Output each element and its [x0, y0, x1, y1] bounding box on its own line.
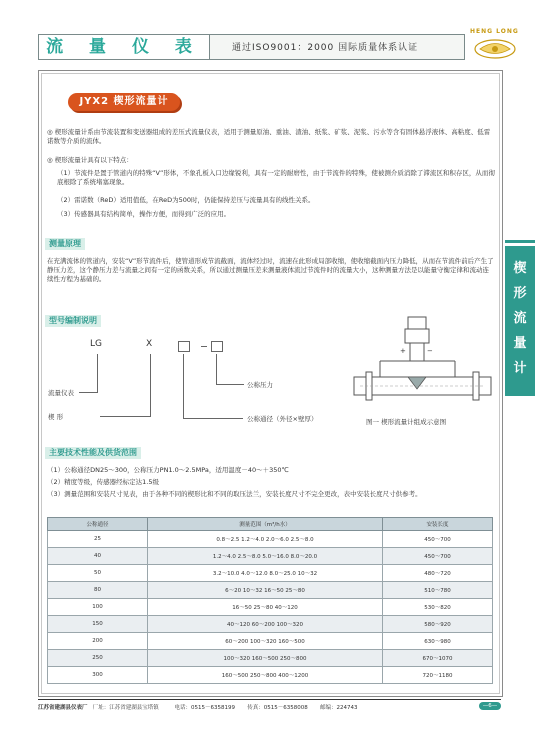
cell-range: 16～50 25～80 40～120 [148, 599, 383, 616]
intro-paragraph: ◎ 楔形流量计系由节流装置和变送器组成的差压式流量仪表，适用于测量原油、重油、渣油、纸浆、矿浆、泥浆、污水等含有固体悬浮液体、高粘度、低雷诺数等介质的流体。 [47, 128, 491, 145]
sidebar-divider [505, 240, 535, 243]
table-row [48, 599, 493, 616]
footer-address: 厂址：江苏省建湖县宝塔镇 [92, 705, 159, 711]
cell-range: 0.8～2.5 1.2～4.0 2.0～6.0 2.5～8.0 [148, 531, 383, 548]
table-row [48, 548, 493, 565]
table-row [48, 531, 493, 548]
principle-paragraph: 在充满流体的管道内，安装“V”形节流件后，使管道形成节流截面，流体经过时，流速在此形成局部收缩，使收缩截面内压力降低，从而在节流件前后产生了静压力差，这个静压力差与流量之间有一定的函数关系，所以通过测量压差来测量液体流过节流件时的流量大小，这种测量方法是以能量守衡定律和流动连续性方程为基础的。 [47, 257, 494, 283]
cell-range: 160～500 250～800 400～1200 [148, 667, 383, 684]
principle-heading: 测量原理 [45, 238, 85, 250]
cell-range: 40～120 60～200 100～320 [148, 616, 383, 633]
figure-caption: 图一 楔形流量计组成示意图 [366, 418, 447, 426]
cell-length: 450～700 [383, 548, 493, 565]
line-x [150, 354, 151, 416]
footer-company: 江苏省建湖县仪表厂 [38, 705, 88, 711]
features-heading: ◎ 楔形流量计具有以下特点： [47, 156, 133, 164]
feature-1: （1）节流件是置于管道内的特殊“V”形体，不象孔板入口边缘锐利，具有一定的耐磨性，由于节流件的特殊，使被测介质消除了滞流区和积存区，从而彻底根除了系统堵塞现象。 [57, 169, 495, 186]
spec-line-3: （3）测量范围和安装尺寸见表，由于各种不同的楔形比和不同的取压法兰，安装长度尺寸不完全更改，表中安装长度尺寸供参考。 [47, 490, 422, 498]
line-x-h [100, 416, 151, 417]
label-diameter: 公称通径（外径×壁厚） [247, 415, 318, 423]
code-dash [201, 346, 207, 347]
spec-line-2: （2）精度等级，传感器经标定达1.5级 [47, 478, 159, 486]
cell-length: 670～1070 [383, 650, 493, 667]
specs-heading: 主要技术性能及供货范围 [45, 447, 141, 459]
cell-diameter: 80 [48, 582, 148, 599]
code-box-diameter [211, 341, 223, 352]
line-diam-h [183, 418, 243, 419]
cell-diameter: 40 [48, 548, 148, 565]
svg-text:+: + [400, 347, 406, 355]
cell-length: 530～820 [383, 599, 493, 616]
cell-length: 450～700 [383, 531, 493, 548]
cell-range: 60～200 100～320 160～500 [148, 633, 383, 650]
footer-phone: 电话：0515－6358199 [174, 705, 236, 711]
table-row [48, 667, 493, 684]
footer-fax: 传真：0515－6358008 [247, 705, 308, 711]
cell-length: 580～920 [383, 616, 493, 633]
col-header-range: 测量范围（m³/h水） [148, 518, 383, 531]
col-header-diameter: 公称通径 [48, 518, 148, 531]
table-row [48, 565, 493, 582]
table-header-row [48, 518, 493, 531]
cell-length: 480～720 [383, 565, 493, 582]
cell-diameter: 50 [48, 565, 148, 582]
line-press-h [216, 384, 244, 385]
cell-length: 720～1180 [383, 667, 493, 684]
product-title: JYX2 楔形流量计 [68, 93, 180, 111]
feature-2: （2）雷诺数（ReD）适用值低，在ReD为500时，仍能保持差压与流量具有的线性关系。 [57, 196, 315, 204]
cell-range: 6～20 10～32 16～50 25～80 [148, 582, 383, 599]
certification-text: 通过ISO9001：2000 国际质量体系认证 [232, 43, 419, 53]
cell-range: 1.2～4.0 2.5～8.0 5.0～16.0 8.0～20.0 [148, 548, 383, 565]
line-lg-h [79, 392, 98, 393]
spec-line-1: （1）公称通径DN25～300，公称压力PN1.0～2.5MPa，适用温度－40～＋350℃ [47, 466, 289, 474]
cell-length: 630～980 [383, 633, 493, 650]
code-lg: LG [90, 339, 102, 349]
footer [38, 703, 358, 711]
table-row [48, 582, 493, 599]
specs-table [47, 517, 493, 684]
cell-diameter: 100 [48, 599, 148, 616]
table-row [48, 633, 493, 650]
code-x: X [146, 339, 153, 349]
cell-diameter: 250 [48, 650, 148, 667]
col-header-length: 安装长度 [383, 518, 493, 531]
cell-diameter: 25 [48, 531, 148, 548]
cell-range: 100～320 160～500 250～800 [148, 650, 383, 667]
cell-diameter: 300 [48, 667, 148, 684]
cell-range: 3.2～10.0 4.0～12.0 8.0～25.0 10～32 [148, 565, 383, 582]
page-number: —6— [479, 702, 501, 710]
page-category-title: 流 量 仪 表 [38, 34, 210, 60]
model-heading: 型号编制说明 [45, 315, 101, 327]
sidebar-label: 楔形流量计 [513, 261, 527, 376]
cell-diameter: 200 [48, 633, 148, 650]
cell-diameter: 150 [48, 616, 148, 633]
flowmeter-schematic [350, 315, 495, 410]
cell-length: 510～780 [383, 582, 493, 599]
table-row [48, 616, 493, 633]
logo-text: HENG LONG [470, 28, 519, 35]
line-press [216, 354, 217, 384]
table-row [48, 650, 493, 667]
svg-text:−: − [427, 347, 433, 355]
line-diam [183, 354, 184, 418]
label-instrument: 流量仪表 [48, 389, 74, 397]
line-lg [97, 354, 98, 392]
footer-postcode: 邮编：224743 [320, 705, 358, 711]
label-pressure: 公称压力 [247, 381, 273, 389]
code-box-pressure [178, 341, 190, 352]
label-shape: 楔 形 [48, 413, 64, 421]
feature-3: （3）传感器具有结构简单，操作方便，而得到广泛的应用。 [57, 210, 231, 218]
footer-rule [38, 699, 501, 700]
